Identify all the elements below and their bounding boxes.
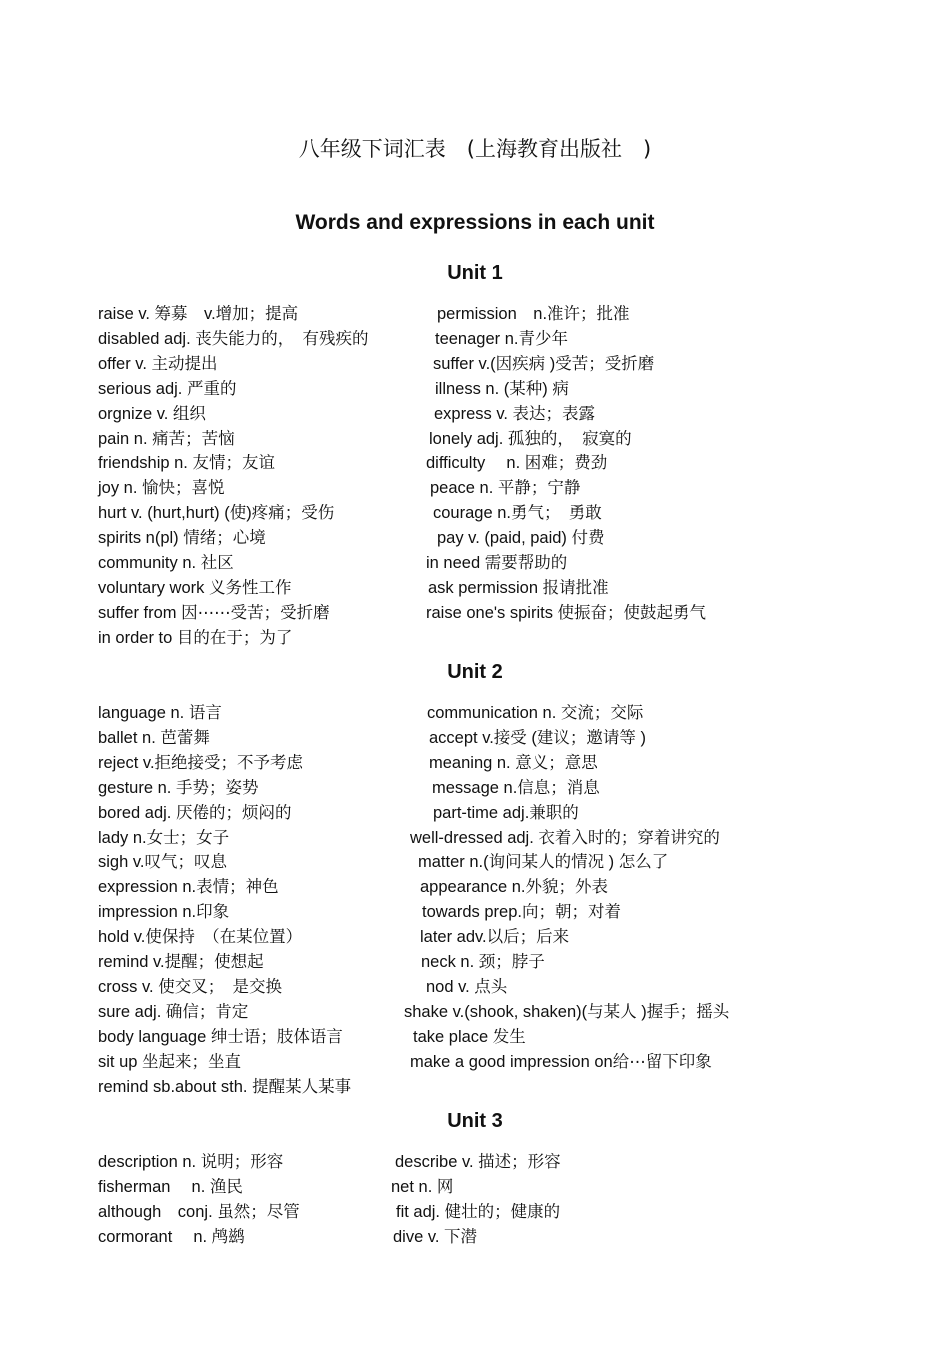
vocab-entry: illness n. (某种) 病 [435, 379, 569, 398]
vocab-entry: sit up 坐起来；坐直 [98, 1052, 242, 1071]
vocab-entry: describe v. 描述；形容 [395, 1153, 561, 1171]
vocab-entry: peace n. 平静；宁静 [430, 479, 581, 498]
vocab-entry: message n.信息；消息 [432, 778, 600, 797]
vocab-entry: cross v. 使交叉； 是交换 [98, 977, 282, 996]
vocab-entry: voluntary work 义务性工作 [98, 578, 292, 597]
vocab-entry: lady n.女士；女子 [98, 828, 230, 847]
vocab-entry: hold v.使保持 （在某位置） [98, 928, 303, 947]
vocab-entry: neck n. 颈；脖子 [421, 953, 545, 971]
vocab-entry: remind sb.about sth. 提醒某人某事 [98, 1077, 352, 1096]
vocab-entry: disabled adj. 丧失能力的， 有残疾的 [98, 329, 369, 348]
vocab-entry: meaning n. 意义；意思 [429, 753, 598, 772]
vocab-entry: express v. 表达；表露 [434, 404, 596, 423]
vocab-entry: pay v. (paid, paid) 付费 [437, 529, 605, 548]
vocab-entry: part-time adj.兼职的 [433, 803, 579, 822]
vocab-entry: hurt v. (hurt,hurt) (使)疼痛；受伤 [98, 504, 335, 523]
vocab-entry: remind v.提醒；使想起 [98, 953, 264, 971]
vocab-entry: description n. 说明；形容 [98, 1153, 284, 1171]
vocab-entry: permission n.准许；批准 [437, 305, 630, 323]
vocab-entry: in order to 目的在于；为了 [98, 628, 293, 647]
vocab-entry: matter n.(询问某人的情况 ) 怎么了 [418, 853, 669, 872]
vocab-entry: bored adj. 厌倦的；烦闷的 [98, 803, 292, 822]
vocab-entry: expression n.表情；神色 [98, 878, 279, 897]
vocab-entry: teenager n.青少年 [435, 329, 568, 348]
vocab-entry: accept v.接受 (建议；邀请等 ) [429, 728, 646, 747]
vocab-entry: appearance n.外貌；外表 [420, 878, 609, 897]
vocab-entry: body language 绅士语；肢体语言 [98, 1027, 343, 1046]
vocab-entry: communication n. 交流；交际 [427, 704, 644, 722]
vocab-entry: net n. 网 [391, 1177, 454, 1196]
vocab-entry: ask permission 报请批准 [428, 578, 609, 597]
vocab-entry: suffer v.(因疾病 )受苦；受折磨 [433, 354, 655, 373]
vocab-entry: orgnize v. 组织 [98, 404, 206, 423]
vocab-entry: make a good impression on给⋯留下印象 [410, 1052, 712, 1071]
vocab-entry: gesture n. 手势；姿势 [98, 778, 259, 797]
vocab-entry: raise one's spirits 使振奋；使鼓起勇气 [426, 603, 707, 622]
vocab-entry: courage n.勇气； 勇敢 [433, 504, 602, 523]
vocab-entry: cormorant n. 鸬鹚 [98, 1227, 245, 1246]
vocab-entry: community n. 社区 [98, 554, 234, 572]
unit2-heading: Unit 2 [447, 661, 503, 683]
vocab-entry: well-dressed adj. 衣着入时的；穿着讲究的 [410, 828, 720, 847]
vocab-entry: reject v.拒绝接受；不予考虑 [98, 753, 304, 772]
vocab-entry: dive v. 下潜 [393, 1227, 478, 1246]
vocab-entry: friendship n. 友情；友谊 [98, 454, 275, 473]
vocab-entry: suffer from 因⋯⋯受苦；受折磨 [98, 603, 330, 622]
vocab-entry: fit adj. 健壮的；健康的 [396, 1202, 561, 1221]
vocab-entry: joy n. 愉快；喜悦 [98, 479, 225, 498]
vocab-entry: lonely adj. 孤独的， 寂寞的 [429, 429, 632, 448]
vocab-entry: impression n.印象 [98, 903, 230, 922]
vocab-entry: language n. 语言 [98, 704, 222, 722]
vocab-entry: ballet n. 芭蕾舞 [98, 728, 210, 747]
vocab-entry: although conj. 虽然；尽管 [98, 1202, 300, 1221]
vocab-entry: sigh v.叹气；叹息 [98, 853, 227, 872]
vocab-entry: nod v. 点头 [426, 977, 508, 996]
page-subtitle: Words and expressions in each unit [295, 211, 655, 234]
unit1-heading: Unit 1 [447, 262, 503, 284]
vocab-entry: take place 发生 [413, 1027, 526, 1046]
page-title: 八年级下词汇表 (上海教育出版社 ) [298, 137, 652, 161]
vocab-entry: offer v. 主动提出 [98, 354, 218, 373]
vocab-entry: serious adj. 严重的 [98, 379, 237, 398]
unit3-heading: Unit 3 [447, 1110, 503, 1132]
vocab-entry: raise v. 筹募 v.增加；提高 [98, 305, 299, 323]
vocab-entry: spirits n(pl) 情绪；心境 [98, 529, 266, 548]
vocab-entry: pain n. 痛苦；苦恼 [98, 429, 235, 448]
vocab-entry: difficulty n. 困难；费劲 [426, 454, 608, 473]
vocab-entry: sure adj. 确信；肯定 [98, 1002, 249, 1021]
vocab-entry: fisherman n. 渔民 [98, 1177, 243, 1196]
vocab-entry: in need 需要帮助的 [426, 554, 568, 572]
vocab-entry: later adv.以后；后来 [420, 928, 570, 947]
vocab-entry: shake v.(shook, shaken)(与某人 )握手；摇头 [404, 1002, 730, 1021]
vocab-entry: towards prep.向；朝；对着 [422, 903, 621, 922]
